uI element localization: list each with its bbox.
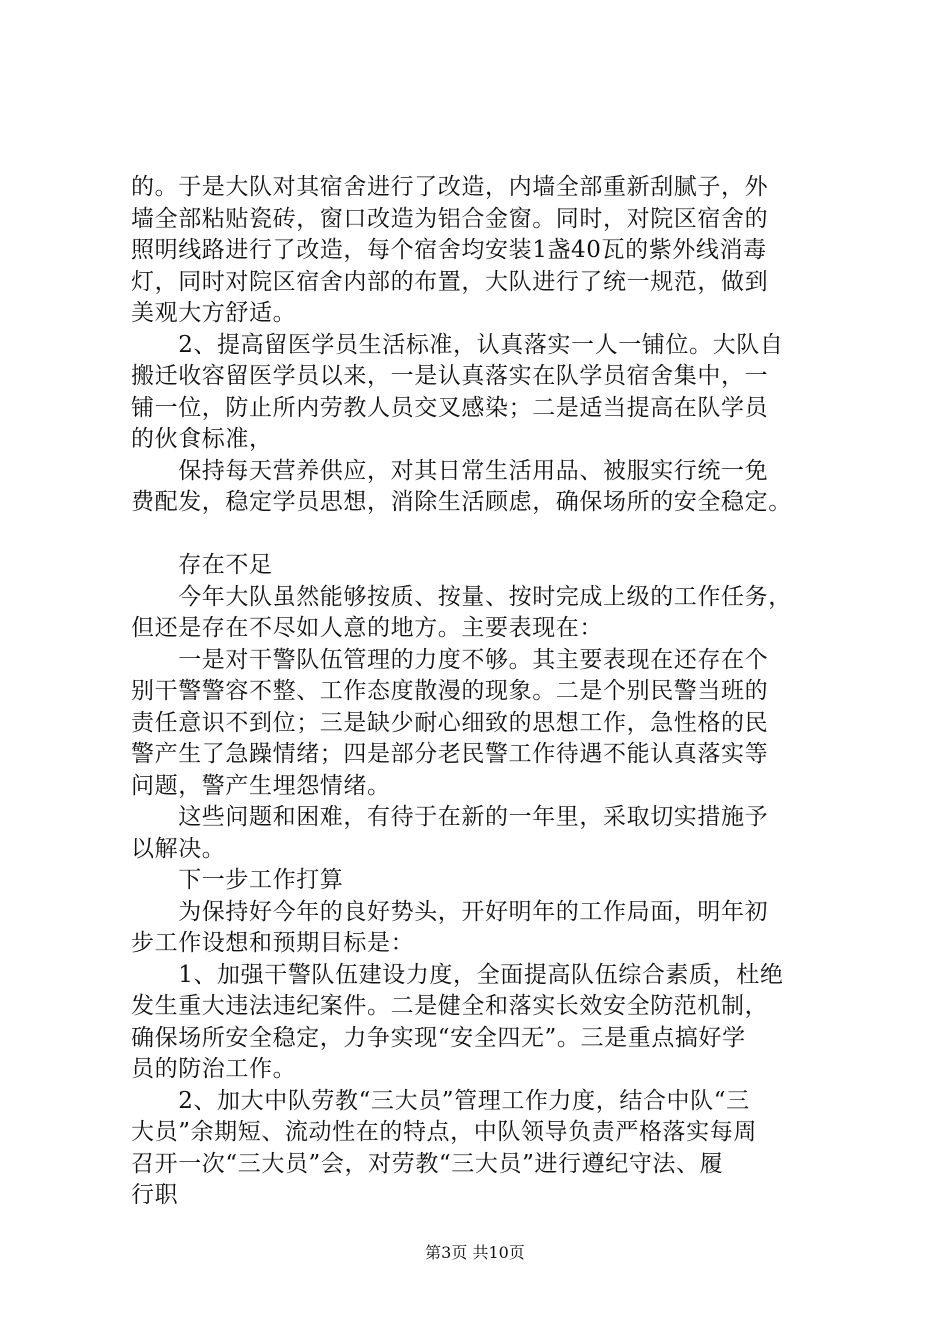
text-line: 2、加大中队劳教“三大员”管理工作力度，结合中队“三 <box>131 1087 750 1114</box>
text-line: 警产生了急躁情绪；四是部分老民警工作待遇不能认真落实等 <box>131 741 769 767</box>
text-line: 问题，警产生埋怨情绪。 <box>131 772 391 799</box>
text-line: 的。于是大队对其宿舍进行了改造，内墙全部重新刮腻子，外 <box>131 174 769 200</box>
text-line: 发生重大违法违纪案件。二是健全和落实长效安全防范机制， <box>131 993 769 1019</box>
text-line: 下一步工作打算 <box>131 867 344 893</box>
text-line: 今年大队虽然能够按质、按量、按时完成上级的工作任务， <box>131 583 792 610</box>
text-line: 墙全部粘贴瓷砖，窗口改造为铝合金窗。同时，对院区宿舍的 <box>131 205 769 232</box>
text-line: 召开一次“三大员”会，对劳教“三大员”进行遵纪守法、履 <box>131 1150 724 1177</box>
text-line: 员的防治工作。 <box>131 1056 297 1082</box>
text-line: 别干警警容不整、工作态度散漫的现象。二是个别民警当班的 <box>131 678 769 704</box>
text-line: 保持每天营养供应，对其日常生活用品、被服实行统一免 <box>131 457 769 484</box>
text-line: 行职 <box>131 1182 179 1208</box>
text-line: 步工作设想和预期目标是： <box>131 930 415 956</box>
text-line: 1、加强干警队伍建设力度，全面提高队伍综合素质，杜绝 <box>131 961 784 988</box>
text-line: 美观大方舒适。 <box>131 300 297 326</box>
text-line: 2、提高留医学员生活标准，认真落实一人一铺位。大队自 <box>131 331 784 358</box>
text-line: 照明线路进行了改造，每个宿舍均安装1盏40瓦的紫外线消毒 <box>131 237 767 263</box>
text-line: 责任意识不到位；三是缺少耐心细致的思想工作，急性格的民 <box>131 709 769 736</box>
text-line: 大员”余期短、流动性在的特点，中队领导负责严格落实每周 <box>131 1119 757 1145</box>
text-line: 以解决。 <box>131 835 226 862</box>
paragraph-block-2 <box>131 550 851 1212</box>
text-line: 为保持好今年的良好势头，开好明年的工作局面，明年初 <box>131 898 769 925</box>
text-line: 的伙食标准， <box>131 426 273 452</box>
text-line: 但还是存在不尽如人意的地方。主要表现在： <box>131 615 603 641</box>
text-line: 铺一位，防止所内劳教人员交叉感染；二是适当提高在队学员 <box>131 394 769 421</box>
paragraph-block-1 <box>131 172 851 519</box>
page-number-footer: 第3页 共10页 <box>425 1243 525 1262</box>
document-body <box>131 172 851 1212</box>
text-line: 存在不足 <box>131 552 273 578</box>
text-line: 搬迁收容留医学员以来，一是认真落实在队学员宿舍集中，一 <box>131 363 769 389</box>
text-line: 费配发，稳定学员思想，消除生活顾虑，确保场所的安全稳定。 <box>131 489 792 515</box>
text-line: 一是对干警队伍管理的力度不够。其主要表现在还存在个 <box>131 646 769 673</box>
text-line: 灯，同时对院区宿舍内部的布置，大队进行了统一规范，做到 <box>131 268 769 295</box>
text-line: 这些问题和困难，有待于在新的一年里，采取切实措施予 <box>131 804 769 830</box>
text-line: 确保场所安全稳定，力争实现“安全四无”。三是重点搞好学 <box>131 1024 746 1051</box>
paragraph-gap <box>131 519 851 551</box>
